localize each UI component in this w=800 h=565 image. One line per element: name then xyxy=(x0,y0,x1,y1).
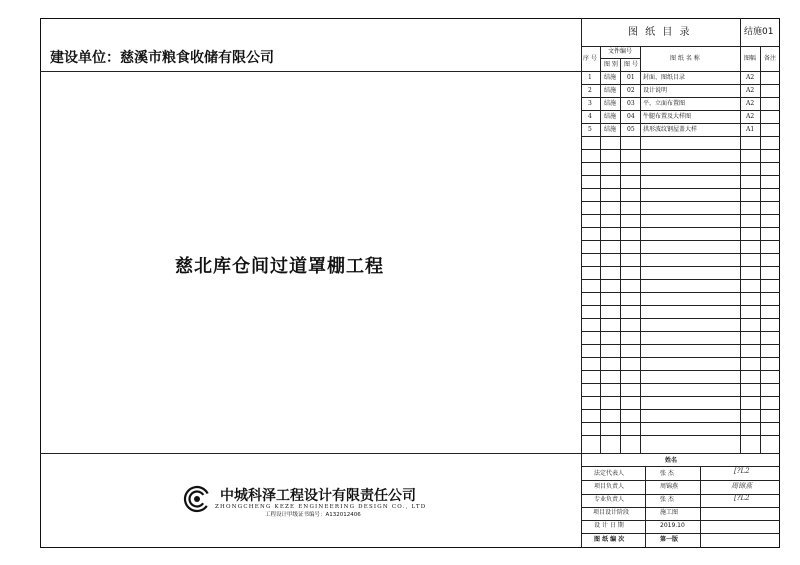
row-size: A2 xyxy=(746,87,755,94)
client-divider xyxy=(40,71,581,72)
signoff-header: 姓名 xyxy=(665,457,678,464)
row-name: 牛腿布置及大样图 xyxy=(643,113,692,120)
footer-divider xyxy=(40,453,780,454)
project-title: 慈北库仓间过道罩棚工程 xyxy=(175,256,384,277)
signoff-role: 法定代表人 xyxy=(594,470,625,477)
company-logo xyxy=(183,485,211,513)
signoff-name: 施工图 xyxy=(660,509,679,516)
row-seq: 5 xyxy=(588,126,592,133)
signoff-name: 2019.10 xyxy=(660,522,685,529)
signoff-role: 项目负责人 xyxy=(594,483,625,490)
signoff-name: 第一版 xyxy=(660,536,679,543)
row-number: 01 xyxy=(627,74,635,81)
row-category: 结施 xyxy=(604,113,617,120)
signature: 周锦燕 xyxy=(731,482,752,490)
row-number: 05 xyxy=(627,126,635,133)
row-number: 02 xyxy=(627,87,635,94)
signoff-role: 设 计 日 期 xyxy=(594,522,624,529)
sheet-code: 结施01 xyxy=(744,27,774,37)
header-category: 图 别 xyxy=(604,61,618,68)
row-size: A2 xyxy=(746,74,755,81)
company-name: 中城科泽工程设计有限责任公司 xyxy=(220,488,416,504)
row-number: 03 xyxy=(627,100,635,107)
row-name: 设计说明 xyxy=(643,87,668,94)
signature: [?L2 xyxy=(734,494,750,502)
header-note: 备注 xyxy=(764,55,777,62)
row-seq: 3 xyxy=(588,100,592,107)
row-name: 封面、图纸目录 xyxy=(643,74,686,81)
signature: [?L2 xyxy=(734,467,750,475)
row-seq: 1 xyxy=(588,74,592,81)
signoff-name: 张 杰 xyxy=(660,496,674,503)
signoff-name: 张 杰 xyxy=(660,470,674,477)
company-license: 工程设计甲级证书编号：A132012406 xyxy=(265,512,361,518)
row-category: 结施 xyxy=(604,74,617,81)
signoff-name: 周锦燕 xyxy=(660,483,679,490)
company-name-en: ZHONGCHENG KEZE ENGINEERING DESIGN CO., LTD xyxy=(215,504,427,510)
row-size: A2 xyxy=(746,100,755,107)
header-seq: 序 号 xyxy=(583,55,597,62)
signoff-role: 图 纸 编 次 xyxy=(594,536,625,543)
row-name: 拱形波纹钢屋盖大样 xyxy=(643,126,698,133)
row-name: 平、立面布置图 xyxy=(643,100,686,107)
row-seq: 2 xyxy=(588,87,592,94)
row-category: 结施 xyxy=(604,100,617,107)
header-file-no: 文件编号 xyxy=(608,48,633,55)
header-name: 图 纸 名 称 xyxy=(670,55,700,62)
row-category: 结施 xyxy=(604,87,617,94)
row-size: A1 xyxy=(746,126,755,133)
index-title: 图 纸 目 录 xyxy=(628,27,692,38)
header-size: 图幅 xyxy=(744,55,757,62)
row-category: 结施 xyxy=(604,126,617,133)
signoff-role: 专业负责人 xyxy=(594,496,625,503)
row-seq: 4 xyxy=(588,113,592,120)
row-number: 04 xyxy=(627,113,635,120)
signoff-role: 项目设计阶段 xyxy=(593,509,630,516)
row-size: A2 xyxy=(746,113,755,120)
client-label: 建设单位：慈溪市粮食收储有限公司 xyxy=(50,50,274,66)
header-number: 图 号 xyxy=(624,61,638,68)
